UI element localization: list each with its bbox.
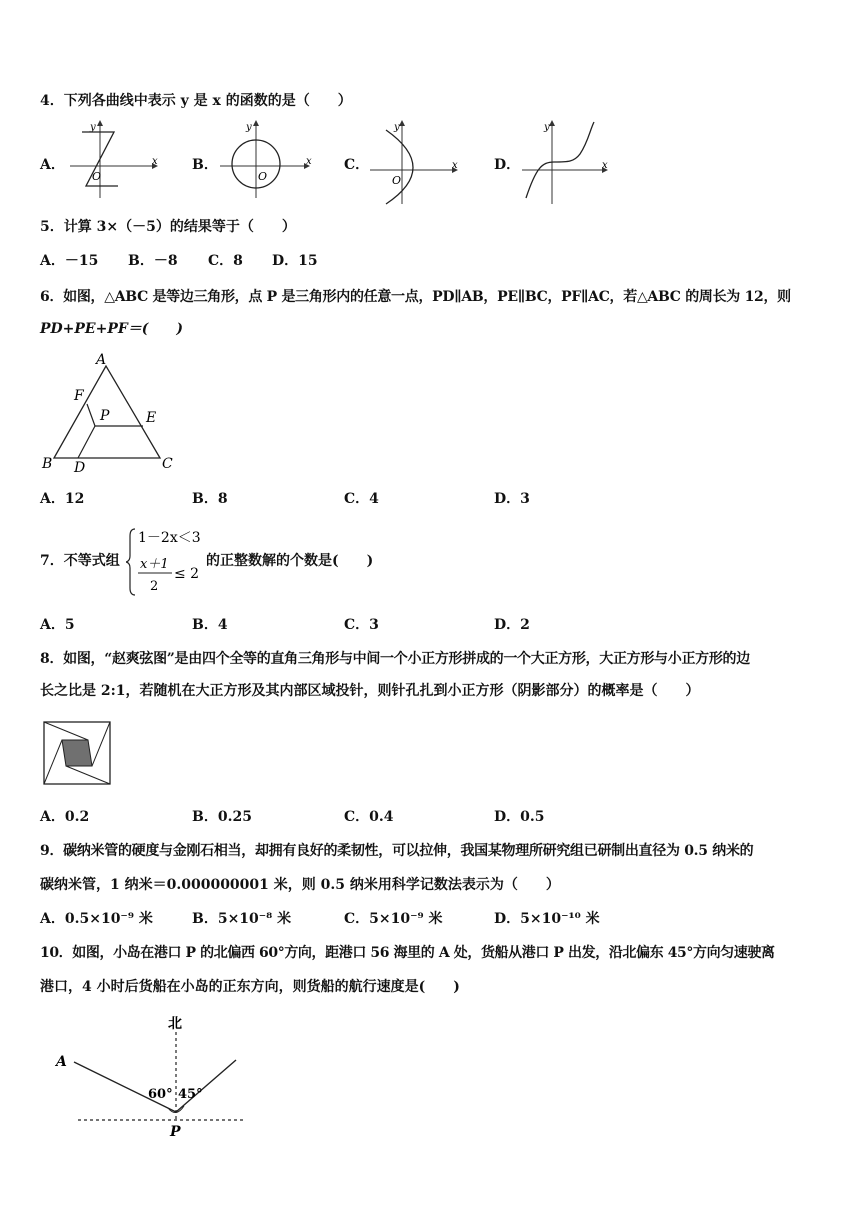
q6-label-d: D: [74, 460, 86, 476]
q4-axis-y-b: y: [246, 122, 252, 133]
q6-option-b: B．8: [192, 491, 228, 507]
q4-graph-d: [518, 118, 614, 206]
q4-option-b: B．: [192, 157, 218, 173]
q8-option-c: C．0.4: [344, 809, 394, 825]
q9-option-c: C．5×10⁻⁹ 米: [344, 911, 443, 927]
q10-angle-45: 45°: [178, 1087, 203, 1102]
q8-zhao-shuang-figure: [42, 720, 114, 786]
q4-option-a: A．: [40, 157, 65, 173]
q10-bearing-figure: [50, 1012, 260, 1142]
q7-inequality-system: [126, 526, 206, 598]
q7-suffix: 的正整数解的个数是( ): [206, 553, 374, 569]
q7-ineq2-num: x＋1: [140, 557, 169, 572]
q4-origin-b: O: [258, 170, 268, 183]
q8-option-d: D．0.5: [494, 809, 545, 825]
q6-option-d: D．3: [494, 491, 530, 507]
q6-option-a: A．12: [40, 491, 85, 507]
q6-triangle-figure: [40, 352, 190, 476]
q4-axis-x-b: x: [306, 156, 312, 167]
q4-axis-x-d: x: [602, 160, 608, 171]
q4-axis-y-c: y: [394, 122, 400, 133]
q4-axis-y-a: y: [90, 122, 96, 133]
q6-label-b: B: [42, 456, 53, 472]
q4-axis-x-c: x: [452, 160, 458, 171]
q6-label-a: A: [96, 352, 107, 368]
q9-stem-line1: 9．碳纳米管的硬度与金刚石相当，却拥有良好的柔韧性，可以拉伸，我国某物理所研究组已研制出直径为 0.5 纳米的: [40, 843, 754, 859]
q6-label-f: F: [74, 388, 84, 404]
q4-graph-c: [366, 118, 466, 206]
q4-axis-y-d: y: [544, 122, 550, 133]
q7-option-c: C．3: [344, 617, 379, 633]
q10-label-p: P: [170, 1124, 181, 1140]
q6-option-c: C．4: [344, 491, 379, 507]
q7-ineq2-den: 2: [150, 579, 159, 594]
q4-graph-a: [64, 118, 164, 200]
q7-ineq1: 1－2x＜3: [138, 530, 201, 546]
q8-stem-line1: 8．如图，“赵爽弦图”是由四个全等的直角三角形与中间一个小正方形拼成的一个大正方形，大正方形与小正方形的边: [40, 651, 750, 667]
q6-label-c: C: [162, 456, 173, 472]
q4-axis-x-a: x: [152, 156, 158, 167]
q5-option-c: C．8: [208, 253, 243, 269]
q10-label-a: A: [56, 1054, 67, 1070]
q6-label-e: E: [146, 410, 157, 426]
q4-origin-c: O: [392, 174, 402, 187]
q7-option-d: D．2: [494, 617, 530, 633]
q9-option-d: D．5×10⁻¹⁰ 米: [494, 911, 600, 927]
q7-option-b: B．4: [192, 617, 228, 633]
q4-option-c: C．: [344, 157, 370, 173]
q8-option-a: A．0.2: [40, 809, 90, 825]
q4-graph-b: [216, 118, 316, 200]
q4-stem: 4．下列各曲线中表示 y 是 x 的函数的是（ ）: [40, 93, 352, 109]
q5-option-d: D．15: [272, 253, 318, 269]
q7-option-a: A．5: [40, 617, 75, 633]
q4-origin-a: O: [92, 170, 102, 183]
q5-stem: 5．计算 3×（－5）的结果等于（ ）: [40, 219, 296, 235]
q7-prefix: 7．不等式组: [40, 553, 120, 569]
q9-option-b: B．5×10⁻⁸ 米: [192, 911, 292, 927]
q8-stem-line2: 长之比是 2:1，若随机在大正方形及其内部区域投针，则针孔扎到小正方形（阴影部分）的概率是（ ）: [40, 683, 700, 699]
q4-option-d: D．: [494, 157, 521, 173]
q10-angle-60: 60°: [148, 1087, 173, 1102]
q9-stem-line2: 碳纳米管，1 纳米＝0.000000001 米，则 0.5 纳米用科学记数法表示为（ ）: [40, 877, 560, 893]
q6-stem-line2: PD+PE+PF＝( ): [40, 321, 184, 337]
q10-north-label: 北: [168, 1016, 182, 1032]
q10-stem-line1: 10．如图，小岛在港口 P 的北偏西 60°方向，距港口 56 海里的 A 处，货船从港口 P 出发，沿北偏东 45°方向匀速驶离: [40, 945, 775, 961]
q8-option-b: B．0.25: [192, 809, 252, 825]
q5-option-a: A．－15: [40, 253, 99, 269]
q6-label-p: P: [100, 408, 110, 424]
q6-stem-line1: 6．如图，△ABC 是等边三角形，点 P 是三角形内的任意一点，PD∥AB，PE∥BC，PF∥AC，若△ABC 的周长为 12，则: [40, 289, 791, 305]
q7-ineq2-rel: ≤ 2: [174, 566, 200, 582]
q5-option-b: B．－8: [128, 253, 178, 269]
q9-option-a: A．0.5×10⁻⁹ 米: [40, 911, 153, 927]
q10-stem-line2: 港口，4 小时后货船在小岛的正东方向，则货船的航行速度是( ): [40, 979, 460, 995]
